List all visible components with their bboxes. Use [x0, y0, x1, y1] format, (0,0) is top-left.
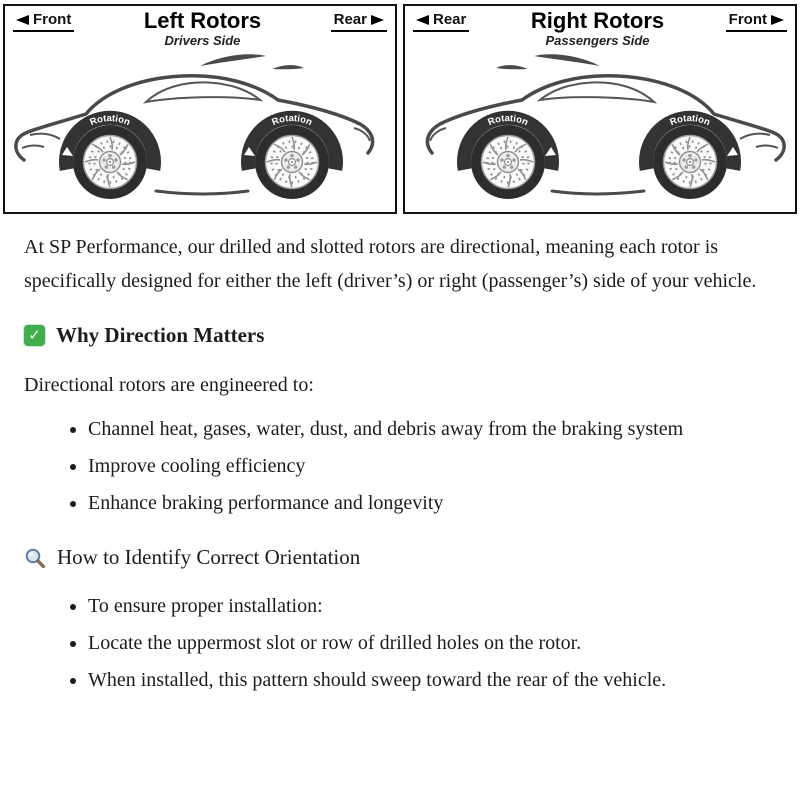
arrow-right-icon [371, 15, 384, 25]
panel-subtitle-text: Drivers Side [164, 32, 241, 48]
right-car-illustration [410, 42, 790, 210]
section-heading-identify-orientation [24, 540, 770, 576]
right-panel-title [531, 9, 664, 48]
bullet-item: • Improve cooling efficiency [88, 449, 770, 483]
rear-label-text: Rear [433, 11, 467, 28]
rotation-label: Rotation [88, 113, 132, 129]
panel-title-text: Right Rotors [530, 8, 665, 33]
left-panel-title [144, 9, 261, 48]
engineered-to-lead: Directional rotors are engineered to: [24, 373, 314, 396]
rear-direction-label [331, 11, 387, 32]
section-title-text: How to Identify Correct Orientation [57, 544, 361, 569]
right-panel-header [405, 8, 795, 48]
bullet-item: • When installed, this pattern should sweep toward the rear of the vehicle. [88, 663, 770, 697]
front-label-text: Front [728, 11, 767, 28]
rear-direction-label [413, 11, 469, 32]
rotor-orientation-diagram [0, 0, 800, 214]
front-label-text: Front [33, 11, 72, 28]
panel-subtitle-text: Passengers Side [545, 32, 650, 48]
section-heading-why-direction-matters [24, 318, 770, 354]
rotation-label: Rotation [668, 113, 712, 129]
front-direction-label [13, 11, 74, 32]
bullet-item: • To ensure proper installation: [88, 589, 770, 623]
section-title-text: Why Direction Matters [56, 323, 265, 347]
rotation-label: Rotation [270, 113, 314, 129]
magnifier-icon [24, 547, 46, 569]
bullet-item: • Channel heat, gases, water, dust, and debris away from the braking system [88, 412, 770, 446]
arrow-left-icon [16, 15, 29, 25]
left-car-illustration [10, 42, 390, 210]
identify-orientation-bullet-list [24, 589, 770, 697]
rotation-label: Rotation [486, 113, 530, 129]
bullet-item: • Enhance braking performance and longevity [88, 486, 770, 520]
rear-label-text: Rear [333, 11, 367, 28]
intro-paragraph: At SP Performance, our drilled and slotted rotors are directional, meaning each rotor is specifically designed for either the left (driver’s) or right (passenger’s) side of your vehicle. [24, 236, 757, 292]
arrow-right-icon [771, 15, 784, 25]
right-rotors-panel [403, 4, 797, 214]
bullet-item: • Locate the uppermost slot or row of drilled holes on the rotor. [88, 626, 770, 660]
why-direction-bullet-list [24, 412, 770, 520]
left-panel-header [5, 8, 395, 48]
front-direction-label [726, 11, 787, 32]
left-rotors-panel [3, 4, 397, 214]
arrow-left-icon [416, 15, 429, 25]
check-badge-icon: ✓ [24, 325, 45, 346]
panel-title-text: Left Rotors [143, 8, 262, 33]
article-body [0, 214, 800, 697]
